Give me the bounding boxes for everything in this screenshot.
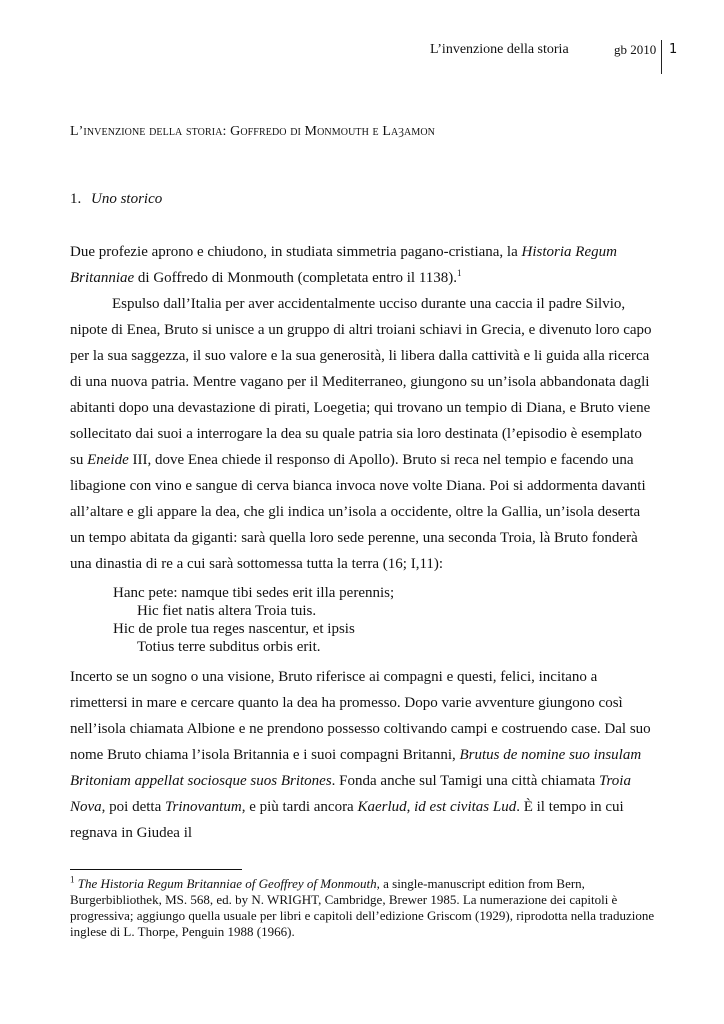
- section-number: 1.: [70, 191, 82, 207]
- title-part-1: ’invenzione della storia:: [78, 124, 231, 139]
- p2-text-a: Espulso dall’Italia per aver accidentalmente ucciso durante una caccia il padre Silvio, nipote di Enea, Bruto si unisce a un gruppo di altri troiani schiavi in Grecia, e divenuto loro capo per la sua saggezza, il suo valore e la sua generosità, li libera dalla cattività e li guida alla ricerca di una nuova patria. Mentre vagano per il Mediterraneo, giungono su un’isola abbandonata dagli abitanti dopo una devastazione di pirati, Loegetia; qui trovano un tempio di Diana, e Bruto viene sollecitato dai suoi a interrogare la dea su quale patria sia loro destinata (l’episodio è esemplato su: [70, 296, 652, 468]
- paragraph-3: [70, 664, 656, 846]
- header-divider: [661, 40, 662, 74]
- footnote-1: [70, 876, 656, 940]
- p3-text-k: . È il tempo in cui regnava in Giudea il: [70, 799, 624, 841]
- p3-text-e: , poi detta: [101, 799, 165, 815]
- title-cap-m: M: [304, 124, 318, 139]
- title-part-4: aȝamon: [390, 124, 435, 139]
- section-title: Uno storico: [91, 191, 163, 207]
- paragraph-2: [70, 291, 656, 577]
- p3-text-a: Incerto se un sogno o una visione, Bruto riferisce ai compagni e questi, felici, incitano a rimettersi in mare e cercare quanto la dea ha promesso. Dopo varie avventure giungono così nell’isola chiamata Albione e ne prendono possesso coltivando campi e costruendo case. Dal suo nome Bruto chiama l’isola Britannia e i suoi compagni Britanni,: [70, 669, 651, 763]
- verse-line: Hanc pete: namque tibi sedes erit illa perennis;: [113, 585, 395, 601]
- footnote-text: , a single-manuscript edition from Bern, Burgerbibliothek, MS. 568, ed. by N. WRIGHT, Cambridge, Brewer 1985. La numerazione dei capitoli è progressiva; aggiungo quella usuale per libri e capitoli dell’edizione Griscom (1929), riprodotta nella traduzione inglese di L. Thorpe, Penguin 1988 (1966).: [70, 876, 655, 939]
- p2-eneide: Eneide: [87, 452, 129, 468]
- p3-text-c: . Fonda anche sul Tamigi una città chiamata: [331, 773, 600, 789]
- paragraph-1: [70, 239, 656, 291]
- verse-quote: [113, 584, 394, 656]
- title-cap-g: G: [230, 124, 241, 139]
- p3-text-g: , e più tardi ancora: [241, 799, 358, 815]
- header-author-date: gb 2010: [614, 42, 657, 57]
- footnote-title: The Historia Regum Britanniae of Geoffrey of Monmouth: [77, 876, 377, 891]
- p3-civitas-lud: id est civitas Lud: [414, 799, 517, 815]
- page-header: [0, 42, 724, 76]
- p3-text-i: ,: [406, 799, 415, 815]
- title-cap-l: L: [70, 124, 79, 139]
- footnote-number: 1: [70, 874, 75, 885]
- p3-trinovantum: Trinovantum: [165, 799, 242, 815]
- document-title: [70, 124, 435, 140]
- p3-troia-nova: Troia Nova: [70, 773, 631, 815]
- title-cap-l2: L: [382, 124, 391, 139]
- footnote-separator: [70, 869, 242, 870]
- p3-latin-quote: Brutus de nomine suo insulam Britoniam appellat sociosque suos Britones: [70, 747, 642, 789]
- p1-text-c: di Goffredo di Monmouth (completata entro il 1138).: [134, 270, 458, 286]
- verse-line: Hic de prole tua reges nascentur, et ipsis: [113, 621, 355, 637]
- section-heading: [70, 191, 162, 208]
- p3-kaerlud: Kaerlud: [357, 799, 407, 815]
- p1-text-a: Due profezie aprono e chiudono, in studiata simmetria pagano-cristiana, la: [70, 244, 522, 260]
- title-part-3: onmouth e: [317, 124, 383, 139]
- p2-text-c: III, dove Enea chiede il responso di Apollo). Bruto si reca nel tempio e facendo una libagione con vino e sangue di cerva bianca invoca nove volte Diana. Poi si addormenta davanti all’altare e gli appare la dea, che gli indica un’isola a occidente, oltre la Gallia, un’isola deserta un tempo abitata da giganti: sarà quella loro sede perenne, una seconda Troia, là Bruto fonderà una dinastia di re a cui sarà sottomessa tutta la terra (16; I,11):: [70, 452, 646, 572]
- footnote-ref[interactable]: 1: [457, 268, 462, 278]
- header-title: L’invenzione della storia: [430, 42, 569, 57]
- verse-line: Hic fiet natis altera Troia tuis.: [137, 603, 317, 619]
- page-number: 1: [669, 42, 678, 57]
- p1-work-title: Historia Regum Britanniae: [70, 244, 617, 286]
- title-part-2: offredo di: [240, 124, 305, 139]
- verse-line: Totius terre subditus orbis erit.: [137, 639, 321, 655]
